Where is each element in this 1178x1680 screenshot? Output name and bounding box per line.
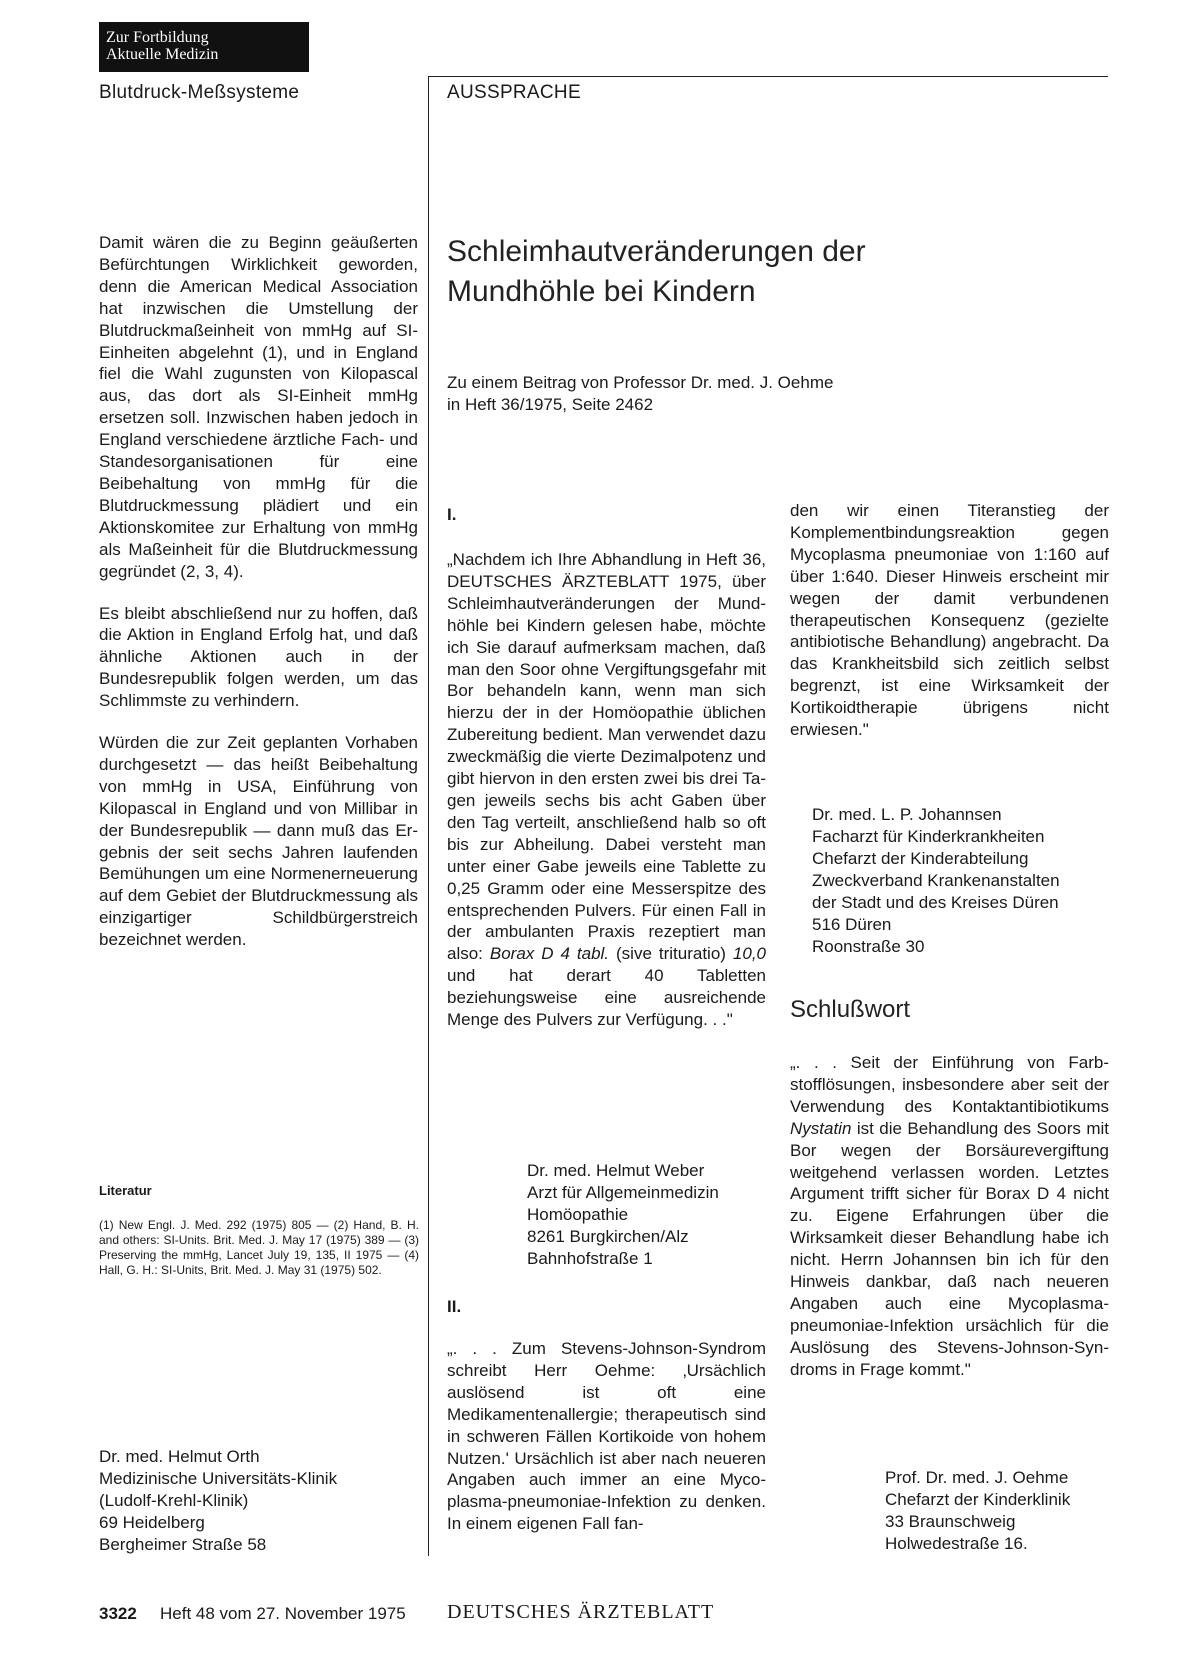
- schlusswort-paragraph: [790, 1052, 1109, 1381]
- address-line: Zweckverband Krankenanstalten: [812, 871, 1060, 890]
- text-run: „Nachdem ich Ihre Abhandlung in Heft 36, DEUTSCHES ÄRZTEBLATT 1975, über Schleimhautveränderungen der Mundhöhle bei Kindern gelesen habe, möchte ich Sie darauf aufmerksam machen, daß man den Soor ohne Vergiftungsgefahr mit Bor behandeln kann, wenn man sich hierzu der in der Homöopathie üblichen Zubereitung bedient. Man verwendet dazu zweckmäßig die vierte Dezimalpotenz und gibt hiervon in den ersten zwei bis drei Tagen jeweils sechs bis acht Gaben über den Tag verteilt, anschließend halb so oft bis zur Abheilung. Dabei versteht man unter einer Gabe jeweils eine Tablette zu 0,25 Gramm oder eine Messerspitze des entsprechenden Pulvers. Für einen Fall in der ambulanten Praxis rezeptiert man also:: [447, 550, 766, 964]
- address-line: Bahnhofstraße 1: [527, 1249, 653, 1268]
- section-badge: [99, 22, 309, 72]
- author-oehme: [885, 1467, 1070, 1555]
- weber-letter-text: [447, 549, 766, 1031]
- section-roman-1: I.: [447, 505, 457, 524]
- letter-johannsen-part1: „. . . Zum Stevens-Johnson-Syndrom schreibt Herr Oehme: ‚Ursächlich auslösend ist oft eine Medikamentenallergie; therapeutisch sind in schweren Fällen Kortikoide von hohem Nutzen.' Ursächlich ist aber nach neueren Angaben auch immer an eine Mycoplasma-pneumoniae-Infektion zu denken. In einem eigenen Fall fan-: [447, 1339, 766, 1534]
- address-line: der Stadt und des Kreises Düren: [812, 893, 1059, 912]
- schlusswort-text: [790, 1052, 1109, 1381]
- author-orth: [99, 1446, 337, 1556]
- italic-run: Borax D 4 tabl.: [489, 944, 610, 964]
- address-line: Dr. med. Helmut Orth: [99, 1447, 260, 1466]
- header-rule: [428, 76, 1108, 77]
- schlusswort-heading: Schlußwort: [790, 996, 911, 1023]
- address-line: Arzt für Allgemeinmedizin: [527, 1183, 719, 1202]
- address-line: Dr. med. Helmut Weber: [527, 1161, 705, 1180]
- address-line: Homöopathie: [527, 1205, 629, 1224]
- column-divider: [428, 76, 429, 1556]
- literatur-heading: Literatur: [99, 1183, 152, 1198]
- address-line: 33 Braunschweig: [885, 1512, 1016, 1531]
- text-run: „. . . Seit der Einführung von Farbstofflösungen, insbesondere aber seit der Verwendung des Kontaktantibiotikums: [790, 1053, 1109, 1116]
- article-title: [447, 232, 866, 312]
- left-paragraph-1: Damit wären die zu Beginn geäußerten Befürchtungen Wirklichkeit geworden, denn die American Medical Association hat inzwischen die Umstellung der Blutdruckmaßeinheit von mmHg auf SI-Einheiten abgelehnt (1), und in England fiel die Wahl zugunsten von Kilopascal aus, das dort als SI-Einheit mmHg ersetzen soll. Inzwischen haben jedoch in England verschiedene ärztliche Fach- und Standesorganisationen für eine Beibehaltung von mmHg für die Blutdruckmessung plädiert und ein Aktionskomitee zur Erhaltung von mmHg als Maßeinheit für die Blutdruckmessung gegründet (2, 3, 4).: [99, 233, 418, 581]
- left-section-title: Blutdruck-Meßsysteme: [99, 82, 300, 103]
- title-line-2: Mundhöhle bei Kindern: [447, 275, 756, 308]
- text-run: ist die Behandlung des Soors mit Bor wegen der Borsäurevergiftung weitgehend verlassen worden. Letztes Argument trifft sicher für Borax D 4 nicht zu. Eigene Erfahrungen über die Wirksamkeit dieser Behandlung habe ich nicht. Herrn Johannsen bin ich für den Hinweis dankbar, daß nach neueren Angaben auch eine Mycoplasma-pneumoniae-Infektion ursächlich für die Auslösung des Stevens-Johnson-Syndroms in Frage kommt.": [790, 1118, 1109, 1379]
- address-line: Bergheimer Straße 58: [99, 1535, 267, 1554]
- badge-line-1: Zur Fortbildung: [106, 29, 209, 46]
- subtitle-line-1: Zu einem Beitrag von Professor Dr. med. J. Oehme: [447, 373, 834, 392]
- address-line: 8261 Burgkirchen/Alz: [527, 1227, 689, 1246]
- letter-johannsen-part2: den wir einen Titeranstieg der Komplementbindungsreaktion gegen Mycoplasma pneumoniae von 1:160 auf über 1:640. Dieser Hinweis erscheint mir wegen der damit verbundenen therapeutischen Konsequenz (gezielte antibiotische Behandlung) angebracht. Da das Krankheitsbild sich zeitlich selbst begrenzt, ist eine Wirksamkeit der Kortikoidtherapie übrigens nicht erwiesen.": [790, 501, 1109, 740]
- italic-run: Nystatin: [790, 1118, 852, 1138]
- text-run: (sive trituratio): [609, 944, 733, 964]
- address-line: Prof. Dr. med. J. Oehme: [885, 1468, 1069, 1487]
- left-column-text: [99, 232, 418, 971]
- address-line: (Ludolf-Krehl-Klinik): [99, 1491, 249, 1510]
- section-roman-2: II.: [447, 1297, 462, 1316]
- left-paragraph-2: Es bleibt abschließend nur zu hoffen, daß die Aktion in England Erfolg hat, und daß ähnliche Aktionen auch in der Bundesrepublik folgen werden, um das Schlimmste zu verhindern.: [99, 603, 418, 711]
- right-section-title: AUSSPRACHE: [447, 82, 581, 103]
- subtitle-line-2: in Heft 36/1975, Seite 2462: [447, 395, 654, 414]
- address-line: Holwedestraße 16.: [885, 1534, 1028, 1553]
- italic-run: 10,0: [732, 944, 766, 964]
- address-line: 516 Düren: [812, 915, 892, 934]
- article-subtitle: [447, 372, 833, 416]
- author-weber: [527, 1160, 719, 1270]
- address-line: Dr. med. L. P. Johannsen: [812, 805, 1002, 824]
- address-line: Roonstraße 30: [812, 937, 925, 956]
- address-line: Medizinische Universitäts-Klinik: [99, 1469, 338, 1488]
- journal-name: DEUTSCHES ÄRZTEBLATT: [447, 1601, 715, 1623]
- left-paragraph-3: Würden die zur Zeit geplanten Vorhaben durchgesetzt — das heißt Beibehaltung von mmHg in USA, Einführung von Kilopascal in England und von Millibar in der Bundesrepublik — dann muß das Ergebnis der seit sechs Jahren laufenden Bemühungen um eine Normenerneuerung auf dem Gebiet der Blutdruckmessung als einzigartiger Schildbürgerstreich bezeichnet werden.: [99, 733, 418, 950]
- title-line-1: Schleimhautveränderungen der: [447, 235, 866, 268]
- address-line: Facharzt für Kinderkrankheiten: [812, 827, 1045, 846]
- address-line: Chefarzt der Kinderabteilung: [812, 849, 1029, 868]
- letter-weber: [447, 549, 766, 1031]
- author-johannsen: [812, 804, 1060, 958]
- page-number: 3322: [99, 1604, 137, 1623]
- address-line: 69 Heidelberg: [99, 1513, 205, 1532]
- address-line: Chefarzt der Kinderklinik: [885, 1490, 1071, 1509]
- literatur-list: (1) New Engl. J. Med. 292 (1975) 805 — (2) Hand, B. H. and others: SI-Units. Brit. Med. J. May 17 (1975) 389 — (3) Preserving the mmHg, Lancet July 19, 135, II 1975 — (4) Hall, G. H.: SI-Units, Brit. Med. J. May 31 (1975) 502.: [99, 1218, 419, 1277]
- text-run: und hat derart 40 Tabletten beziehungsweise eine ausreichende Menge des Pulvers zur Verfügung. . .": [447, 966, 766, 1030]
- issue-info: Heft 48 vom 27. November 1975: [160, 1604, 406, 1623]
- badge-line-2: Aktuelle Medizin: [106, 46, 219, 63]
